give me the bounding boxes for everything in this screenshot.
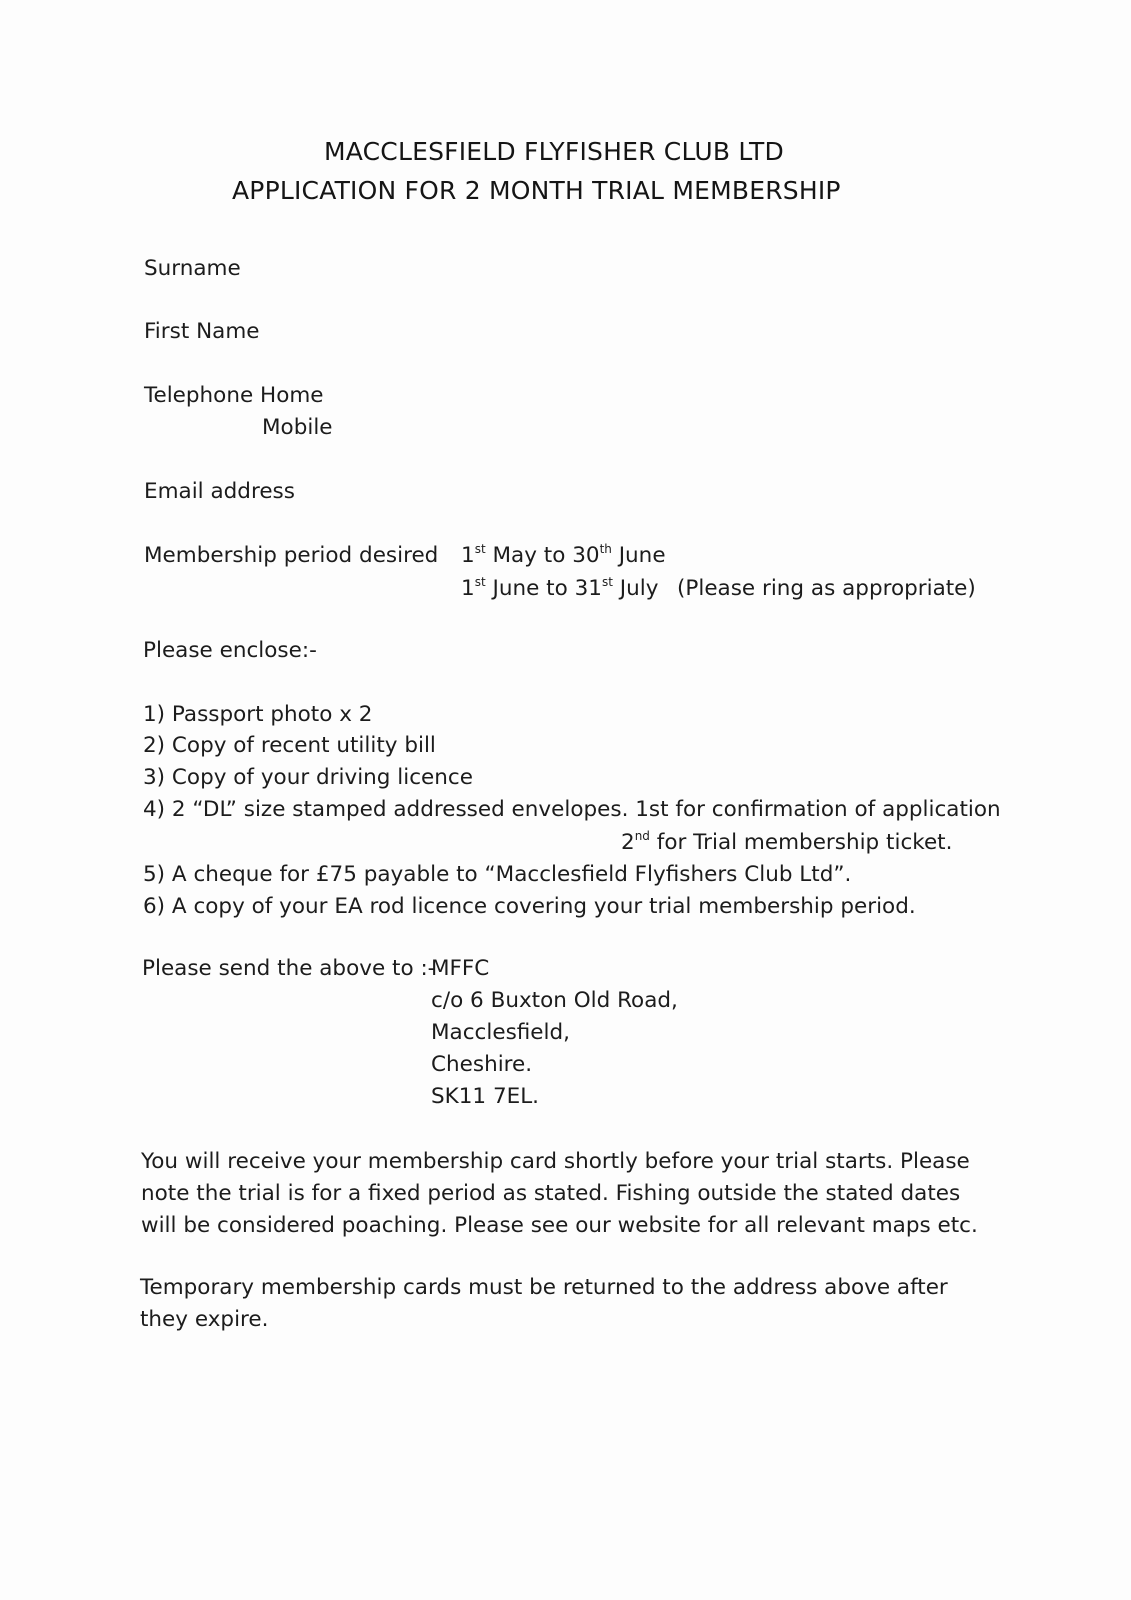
membership-card-note: You will receive your membership card shortly before your trial starts. Please note the trial is for a fixed period as stated. Fishing outside the stated dates will be considered poaching. Please see our website for all relevant maps etc. <box>141 1149 978 1238</box>
address-line-1: MFFC <box>431 956 490 981</box>
option-start-suffix: st <box>474 575 486 589</box>
membership-note: (Please ring as appropriate) <box>677 576 976 601</box>
card-return-note: Temporary membership cards must be returned to the address above after they expire. <box>140 1275 948 1332</box>
option-end-suffix: th <box>599 542 612 556</box>
email-label: Email address <box>144 479 295 504</box>
enclose-item-2: 2) Copy of recent utility bill <box>143 733 436 758</box>
enclose-item-4-second-line <box>621 827 952 859</box>
mobile-label: Mobile <box>262 415 333 440</box>
option-start-day: 1 <box>461 543 475 568</box>
address-line-2: c/o 6 Buxton Old Road, <box>431 988 678 1013</box>
address-line-3: Macclesfield, <box>431 1020 570 1045</box>
address-line-4: Cheshire. <box>431 1052 533 1077</box>
enclose-item-3: 3) Copy of your driving licence <box>143 765 473 790</box>
option-start-suffix: st <box>474 542 486 556</box>
surname-label: Surname <box>144 256 241 281</box>
option-start-day: 1 <box>461 576 475 601</box>
enclose-item-6: 6) A copy of your EA rod licence covering your trial membership period. <box>143 894 916 919</box>
send-to-label: Please send the above to :- <box>142 956 436 981</box>
page-title: MACCLESFIELD FLYFISHER CLUB LTD <box>324 137 784 166</box>
enclose-item-4: 4) 2 “DL” size stamped addressed envelopes. 1st for confirmation of application <box>143 797 1001 822</box>
option-end-suffix: st <box>601 575 613 589</box>
membership-option-may-june <box>461 540 666 572</box>
option-range-text: May to 30 <box>492 543 600 568</box>
enclose-item-5: 5) A cheque for £75 payable to “Macclesfield Flyfishers Club Ltd”. <box>143 862 852 887</box>
ordinal-suffix: nd <box>634 829 650 843</box>
enclose-item-1: 1) Passport photo x 2 <box>143 702 373 727</box>
ordinal-number: 2 <box>621 830 635 855</box>
option-range-text: June to 31 <box>492 576 602 601</box>
enclose-heading: Please enclose:- <box>143 638 317 663</box>
item-4-continuation: for Trial membership ticket. <box>656 830 953 855</box>
telephone-home-label: Telephone Home <box>144 383 324 408</box>
option-end-month: July <box>619 576 659 601</box>
address-line-5: SK11 7EL. <box>431 1084 540 1109</box>
membership-option-june-july <box>461 573 658 605</box>
page-subtitle: APPLICATION FOR 2 MONTH TRIAL MEMBERSHIP <box>232 176 841 205</box>
first-name-label: First Name <box>144 319 260 344</box>
option-end-month: June <box>618 543 666 568</box>
membership-period-label: Membership period desired <box>144 543 439 568</box>
